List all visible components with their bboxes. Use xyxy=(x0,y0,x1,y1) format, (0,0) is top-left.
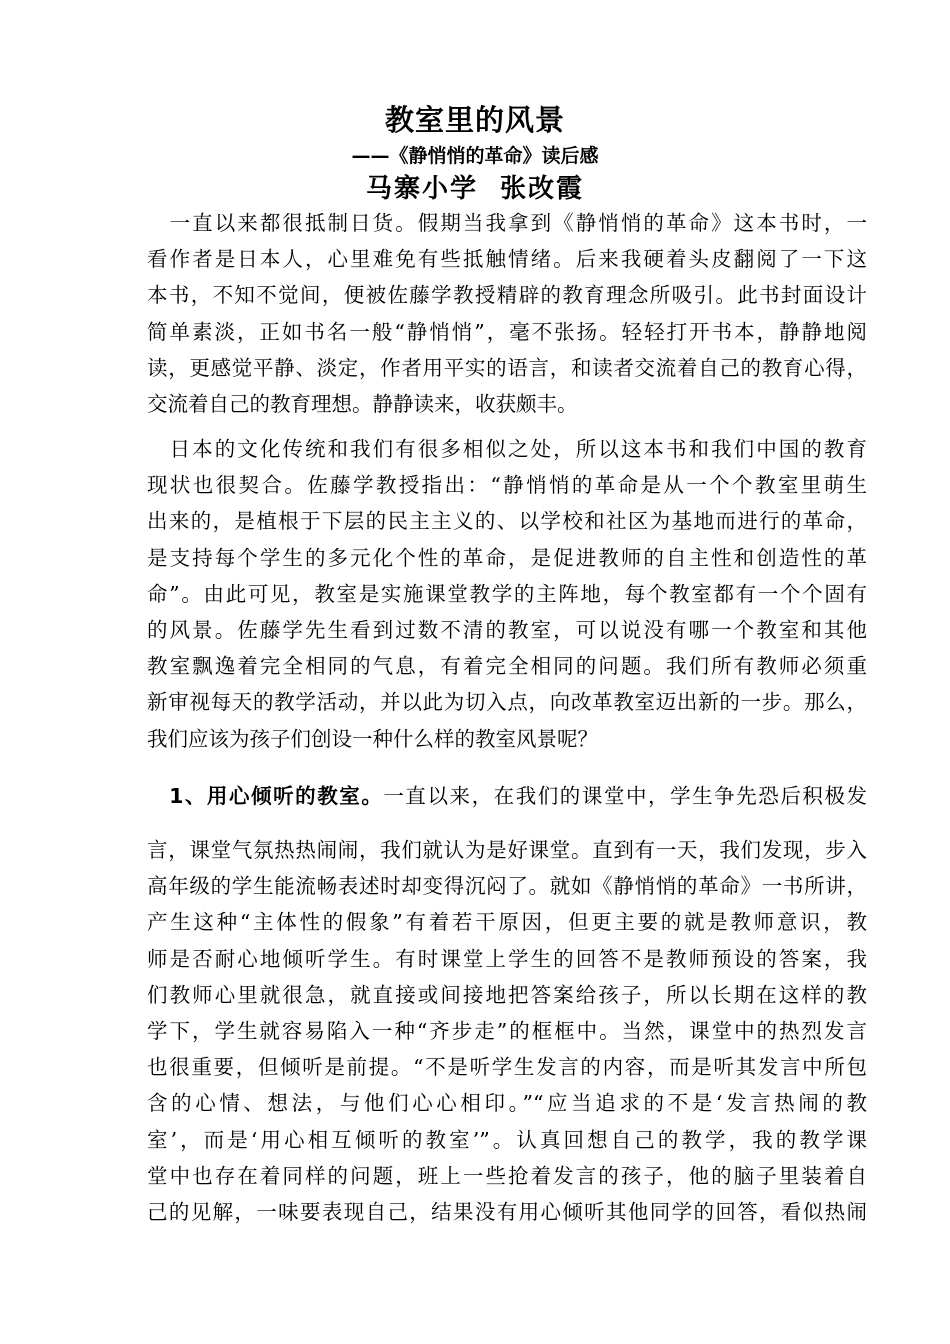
paragraph-line: 堂中也存在着同样的问题，班上一些抢着发言的孩子，他的脑子里装着自 xyxy=(147,1163,867,1188)
paragraph-line: 室’，而是‘用心相互倾听的教室’”。认真回想自己的教学，我的教学课 xyxy=(147,1127,867,1152)
paragraph-line-rest: 一直以来，在我们的课堂中，学生争先恐后积极发 xyxy=(383,784,868,808)
paragraph-line: 高年级的学生能流畅表述时却变得沉闷了。就如《静悄悄的革命》一书所讲， xyxy=(147,874,867,899)
paragraph-line: 师是否耐心地倾听学生。有时课堂上学生的回答不是教师预设的答案，我 xyxy=(147,946,867,971)
paragraph-2 xyxy=(147,431,867,757)
paragraph-line: 新审视每天的教学活动，并以此为切入点，向改革教室迈出新的一步。那么， xyxy=(147,690,867,715)
paragraph-line: 学下，学生就容易陷入一种“齐步走”的框框中。当然，课堂中的热烈发言 xyxy=(147,1018,867,1043)
paragraph-line: 出来的，是植根于下层的民主主义的、以学校和社区为基地而进行的革命， xyxy=(147,509,867,534)
paragraph-line: 交流着自己的教育理想。静静读来，收获颇丰。 xyxy=(147,391,578,416)
paragraph-line: 是支持每个学生的多元化个性的革命，是促进教师的自主性和创造性的革 xyxy=(147,545,867,570)
paragraph-3 xyxy=(147,778,867,1230)
paragraph-line: 言，课堂气氛热热闹闹，我们就认为是好课堂。直到有一天，我们发现，步入 xyxy=(147,838,867,862)
paragraph-line: 也很重要，但倾听是前提。“不是听学生发言的内容，而是听其发言中所包 xyxy=(147,1055,867,1080)
author-line xyxy=(0,168,950,205)
paragraph-first-line xyxy=(147,778,867,832)
paragraph-line: 本书，不知不觉间，便被佐藤学教授精辟的教育理念所吸引。此书封面设计 xyxy=(147,283,867,308)
paragraph-line: 读，更感觉平静、淡定，作者用平实的语言，和读者交流着自己的教育心得， xyxy=(147,355,867,380)
document-subtitle: ——《静悄悄的革命》读后感 xyxy=(351,145,599,167)
paragraph-line: 的风景。佐藤学先生看到过数不清的教室，可以说没有哪一个教室和其他 xyxy=(147,617,867,642)
paragraph-line: 含的心情、想法，与他们心心相印。”“应当追求的不是‘发言热闹的教 xyxy=(147,1091,867,1116)
author-name: 张改霞 xyxy=(500,174,585,204)
paragraph-line: 现状也很契合。佐藤学教授指出：“静悄悄的革命是从一个个教室里萌生 xyxy=(147,473,867,498)
paragraph-line: 己的见解，一味要表现自己，结果没有用心倾听其他同学的回答，看似热闹 xyxy=(147,1199,867,1224)
paragraph-line: 日本的文化传统和我们有很多相似之处，所以这本书和我们中国的教育 xyxy=(147,437,867,461)
paragraph-line: 简单素淡，正如书名一般“静悄悄”，毫不张扬。轻轻打开书本，静静地阅 xyxy=(147,319,867,344)
paragraph-line: 命”。由此可见，教室是实施课堂教学的主阵地，每个教室都有一个个固有 xyxy=(147,581,867,606)
section-heading: 1、用心倾听的教室。 xyxy=(169,784,384,808)
paragraph-line: 看作者是日本人，心里难免有些抵触情绪。后来我硬着头皮翻阅了一下这 xyxy=(147,247,867,272)
paragraph-1 xyxy=(147,205,867,422)
paragraph-line: 产生这种“主体性的假象”有着若干原因，但更主要的就是教师意识，教 xyxy=(147,910,867,935)
author-school: 马寨小学 xyxy=(365,174,478,204)
paragraph-line: 一直以来都很抵制日货。假期当我拿到《静悄悄的革命》这本书时，一 xyxy=(147,211,867,235)
paragraph-line: 教室飘逸着完全相同的气息，有着完全相同的问题。我们所有教师必须重 xyxy=(147,654,867,679)
paragraph-line: 我们应该为孩子们创设一种什么样的教室风景呢？ xyxy=(147,726,598,751)
paragraph-line: 们教师心里就很急，就直接或间接地把答案给孩子，所以长期在这样的教 xyxy=(147,982,867,1007)
document-title: 教室里的风景 xyxy=(384,103,565,137)
